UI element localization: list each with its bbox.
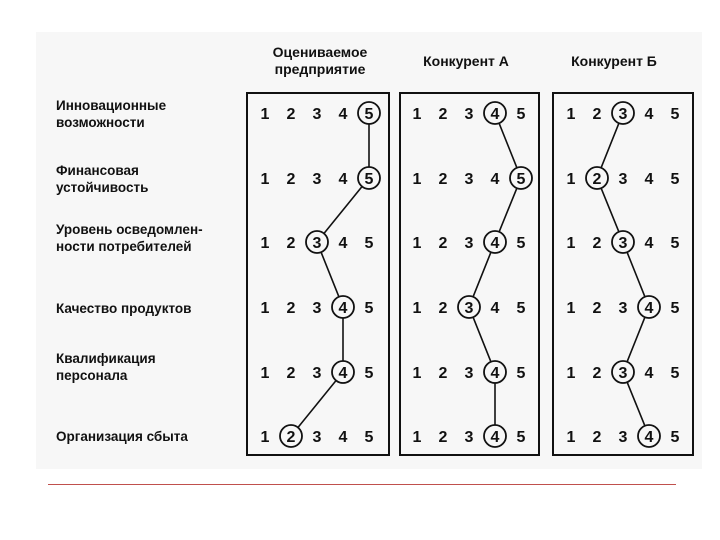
scale-number: 2 <box>286 300 296 317</box>
scale-number: 4 <box>490 235 500 252</box>
scale-number: 3 <box>464 106 474 123</box>
scale-number: 2 <box>592 300 602 317</box>
scale-number: 2 <box>286 365 296 382</box>
scale-number: 5 <box>364 235 374 252</box>
connector-line <box>499 123 517 168</box>
column-header-evaluated-company: Оцениваемое предприятие <box>272 44 368 77</box>
scale-number: 2 <box>438 235 448 252</box>
scale-number: 3 <box>464 171 474 188</box>
scale-number: 3 <box>618 300 628 317</box>
scale-number: 3 <box>618 106 628 123</box>
scale-number: 2 <box>592 235 602 252</box>
scale-number: 4 <box>490 300 500 317</box>
scale-number: 5 <box>364 365 374 382</box>
scale-number: 4 <box>338 300 348 317</box>
scale-number: 4 <box>644 106 654 123</box>
scale-number: 5 <box>670 106 680 123</box>
row-label-staff-qualification: Квалификация персонала <box>56 351 156 383</box>
scale-number: 1 <box>566 235 576 252</box>
scale-number: 5 <box>516 429 526 446</box>
column-header-competitor-b: Конкурент Б <box>571 53 657 69</box>
scale-number: 1 <box>412 171 422 188</box>
scale-number: 4 <box>644 171 654 188</box>
row-label-product-quality: Качество продуктов <box>56 301 192 316</box>
scale-number: 2 <box>438 429 448 446</box>
scale-number: 1 <box>566 429 576 446</box>
scale-number: 4 <box>644 365 654 382</box>
scale-number: 3 <box>464 365 474 382</box>
scale-number: 3 <box>312 106 322 123</box>
scale-number: 1 <box>412 300 422 317</box>
scale-number: 2 <box>438 171 448 188</box>
scale-number: 1 <box>412 106 422 123</box>
scale-number: 5 <box>516 235 526 252</box>
scale-number: 5 <box>670 171 680 188</box>
scale-number: 1 <box>566 300 576 317</box>
scale-number: 4 <box>338 365 348 382</box>
row-label-financial-stability: Финансовая устойчивость <box>56 163 149 195</box>
connector-line <box>601 188 619 232</box>
scale-number: 1 <box>260 300 270 317</box>
scale-number: 5 <box>364 300 374 317</box>
scale-number: 2 <box>286 429 296 446</box>
scale-number: 4 <box>644 300 654 317</box>
scale-number: 4 <box>490 429 500 446</box>
scale-number: 2 <box>438 365 448 382</box>
row-label-consumer-awareness: Уровень осведомлен- ности потребителей <box>56 222 203 254</box>
scale-number: 4 <box>490 106 500 123</box>
scale-number: 5 <box>516 171 526 188</box>
scale-number: 3 <box>618 171 628 188</box>
scale-number: 1 <box>260 365 270 382</box>
scale-number: 4 <box>490 365 500 382</box>
scale-number: 1 <box>412 365 422 382</box>
scale-number: 3 <box>464 300 474 317</box>
scale-number: 5 <box>364 429 374 446</box>
scale-number: 5 <box>516 300 526 317</box>
scale-number: 4 <box>338 171 348 188</box>
scale-number: 1 <box>566 106 576 123</box>
scale-number: 3 <box>312 171 322 188</box>
scale-number: 3 <box>618 429 628 446</box>
scale-number: 2 <box>592 106 602 123</box>
scale-number: 5 <box>516 106 526 123</box>
scale-number: 1 <box>260 235 270 252</box>
connector-line <box>324 187 362 234</box>
scale-number: 4 <box>644 429 654 446</box>
scale-number: 5 <box>670 429 680 446</box>
connector-line <box>473 252 491 297</box>
connector-line <box>601 123 619 168</box>
connector-line <box>298 381 336 428</box>
scale-number: 1 <box>260 429 270 446</box>
connector-line <box>627 382 645 426</box>
scale-number: 2 <box>438 106 448 123</box>
scale-number: 3 <box>618 235 628 252</box>
scale-number: 3 <box>312 365 322 382</box>
scale-number: 2 <box>286 235 296 252</box>
scale-number: 2 <box>286 106 296 123</box>
scale-number: 2 <box>592 365 602 382</box>
scale-number: 3 <box>464 235 474 252</box>
scale-number: 5 <box>364 171 374 188</box>
row-label-sales-organization: Организация сбыта <box>56 429 188 444</box>
scale-number: 4 <box>644 235 654 252</box>
scale-number: 1 <box>260 171 270 188</box>
scale-number: 3 <box>312 235 322 252</box>
scale-number: 3 <box>312 429 322 446</box>
scale-number: 3 <box>312 300 322 317</box>
connector-line <box>473 317 491 362</box>
connector-line <box>627 317 645 362</box>
connector-line <box>321 252 339 297</box>
scale-number: 1 <box>412 429 422 446</box>
column-header-competitor-a: Конкурент А <box>423 53 509 69</box>
footer-rule <box>48 484 676 485</box>
scale-number: 5 <box>516 365 526 382</box>
scale-number: 3 <box>464 429 474 446</box>
scale-number: 5 <box>670 235 680 252</box>
connector-line <box>499 188 517 232</box>
scale-number: 4 <box>490 171 500 188</box>
scale-number: 1 <box>260 106 270 123</box>
row-label-innovation: Инновационные возможности <box>56 98 167 130</box>
scale-number: 2 <box>592 171 602 188</box>
scale-number: 4 <box>338 106 348 123</box>
scale-number: 5 <box>670 365 680 382</box>
scale-number: 4 <box>338 429 348 446</box>
scale-number: 2 <box>592 429 602 446</box>
scale-number: 2 <box>286 171 296 188</box>
scale-number: 5 <box>364 106 374 123</box>
scale-number: 4 <box>338 235 348 252</box>
scale-number: 1 <box>566 171 576 188</box>
scale-number: 1 <box>412 235 422 252</box>
scale-number: 1 <box>566 365 576 382</box>
scale-number: 3 <box>618 365 628 382</box>
connector-line <box>627 252 645 297</box>
scale-number: 2 <box>438 300 448 317</box>
scale-number: 5 <box>670 300 680 317</box>
